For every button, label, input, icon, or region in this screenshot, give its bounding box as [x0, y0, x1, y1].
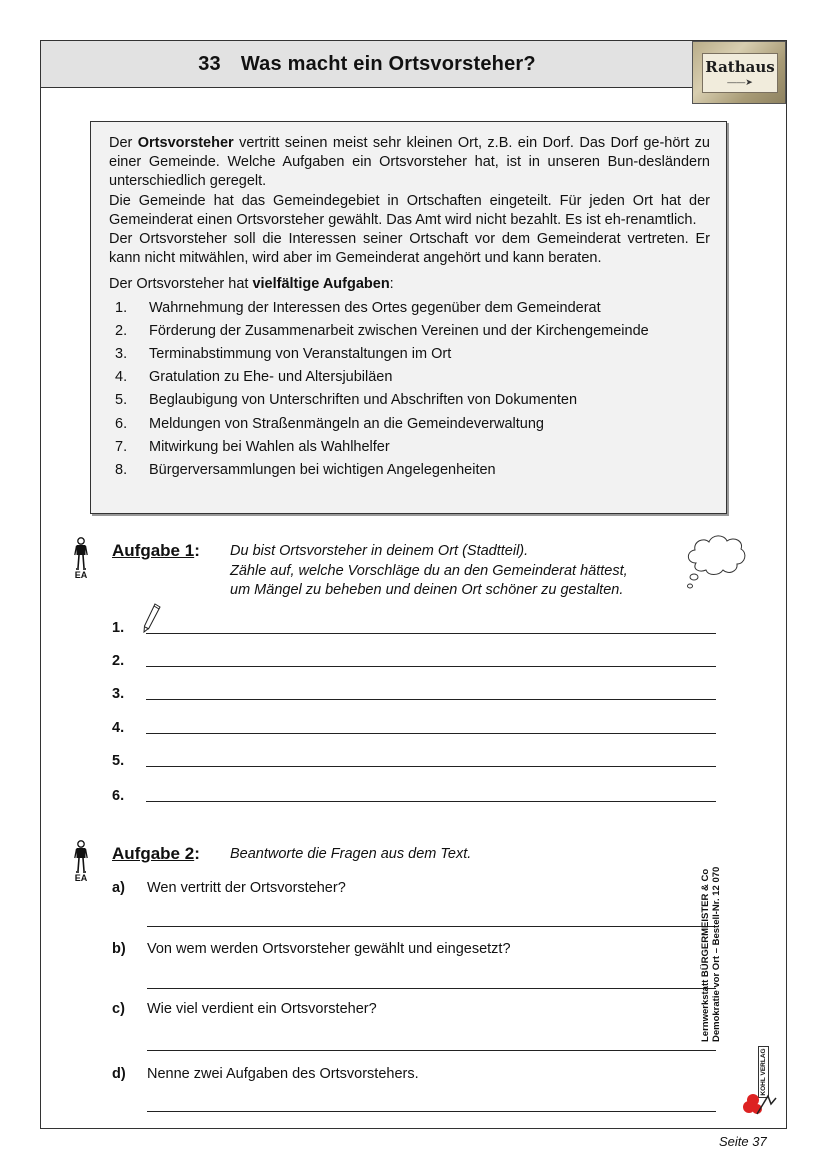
info-paragraph-2: Die Gemeinde hat das Gemeindegebiet in Ortschaften eingeteilt. Für jeden Ort hat der Gemeinderat einen Ortsvorsteher gewählt. Das Amt wird nicht bezahlt. Es ist eh-renamtlich.	[109, 192, 710, 228]
badge-label: EA	[74, 570, 88, 580]
answer-line[interactable]: 3.	[112, 678, 716, 700]
answer-line[interactable]	[147, 1111, 716, 1112]
list-item: 2. Förderung der Zusammenarbeit zwischen Vereinen und der Kirchengemeinde	[115, 322, 649, 339]
info-box	[90, 121, 727, 514]
single-work-badge	[70, 840, 92, 883]
info-paragraph-3: Der Ortsvorsteher soll die Interessen seiner Ortschaft vor dem Gemeinderat vertreten. Er kann nicht mitwählen, wird aber im Gemeinderat angehört und kann beraten.	[109, 231, 710, 267]
answer-line[interactable]	[147, 926, 716, 927]
task-2-title: Aufgabe 2:	[112, 844, 200, 863]
task-2-instruction: Beantworte die Fragen aus dem Text.	[230, 846, 472, 862]
thought-bubble-icon	[684, 531, 748, 593]
list-item: 6. Meldungen von Straßenmängeln an die Gemeindeverwaltung	[115, 415, 544, 432]
answer-line[interactable]: 2.	[112, 645, 716, 667]
person-icon	[74, 840, 88, 874]
page-number: Seite 37	[719, 1134, 767, 1149]
answer-line[interactable]: 4.	[112, 712, 716, 734]
answer-line[interactable]: 6.	[112, 780, 716, 802]
info-paragraph-1: Der Ortsvorsteher vertritt seinen meist sehr kleinen Ort, z.B. ein Dorf. Das Dorf ge-hört zu einer Gemeinde. Welche Aufgaben ein Ortsvorsteher hat, ist in unseren Bun-desländern unterschiedlich geregelt.	[109, 135, 710, 190]
list-item: 7. Mitwirkung bei Wahlen als Wahlhelfer	[115, 438, 390, 455]
list-item: 5. Beglaubigung von Unterschriften und Abschriften von Dokumenten	[115, 392, 578, 409]
term-ortsvorsteher: Ortsvorsteher	[137, 135, 234, 151]
sign-text: Rathaus	[705, 58, 775, 76]
list-item: 8. Bürgerversammlungen bei wichtigen Angelegenheiten	[115, 462, 496, 479]
publisher-logo	[742, 1046, 778, 1118]
chapter-number: 33	[198, 52, 221, 75]
person-icon	[74, 537, 88, 571]
list-item: 1. Wahrnehmung der Interessen des Ortes gegenüber dem Gemeinderat	[115, 299, 601, 316]
badge-label: EA	[74, 873, 88, 883]
duties-list	[109, 297, 710, 483]
task-1-instruction: Du bist Ortsvorsteher in deinem Ort (Stadtteil). Zähle auf, welche Vorschläge du an den Gemeinderat hättest, um Mängel zu beheben und deinen Ort schöner zu gestalten.	[230, 543, 628, 598]
publisher-name: KOHL VERLAG	[760, 1048, 767, 1096]
rathaus-sign-image	[692, 41, 786, 104]
arrow-right-icon: ——➤	[727, 77, 753, 87]
list-intro: Der Ortsvorsteher hat vielfältige Aufgaben:	[109, 276, 394, 293]
list-item: 4. Gratulation zu Ehe- und Altersjubiläen	[115, 369, 393, 386]
series-info: Lernwerkstatt BÜRGERMEISTER & Co Demokratie vor Ort – Bestell-Nr. 12 070	[700, 866, 722, 1042]
sign-plate	[702, 53, 778, 93]
title-text: Was macht ein Ortsvorsteher?	[240, 52, 536, 75]
tree-icon	[742, 1090, 778, 1118]
answer-line[interactable]	[147, 988, 716, 989]
answer-line[interactable]: 5.	[112, 745, 716, 767]
answer-line[interactable]	[147, 1050, 716, 1051]
task-1-title: Aufgabe 1:	[112, 541, 200, 560]
page-title	[41, 41, 693, 87]
header-bar	[40, 40, 787, 88]
answer-line[interactable]: 1.	[112, 612, 716, 634]
list-item: 3. Terminabstimmung von Veranstaltungen im Ort	[115, 346, 452, 363]
single-work-badge	[70, 537, 92, 580]
